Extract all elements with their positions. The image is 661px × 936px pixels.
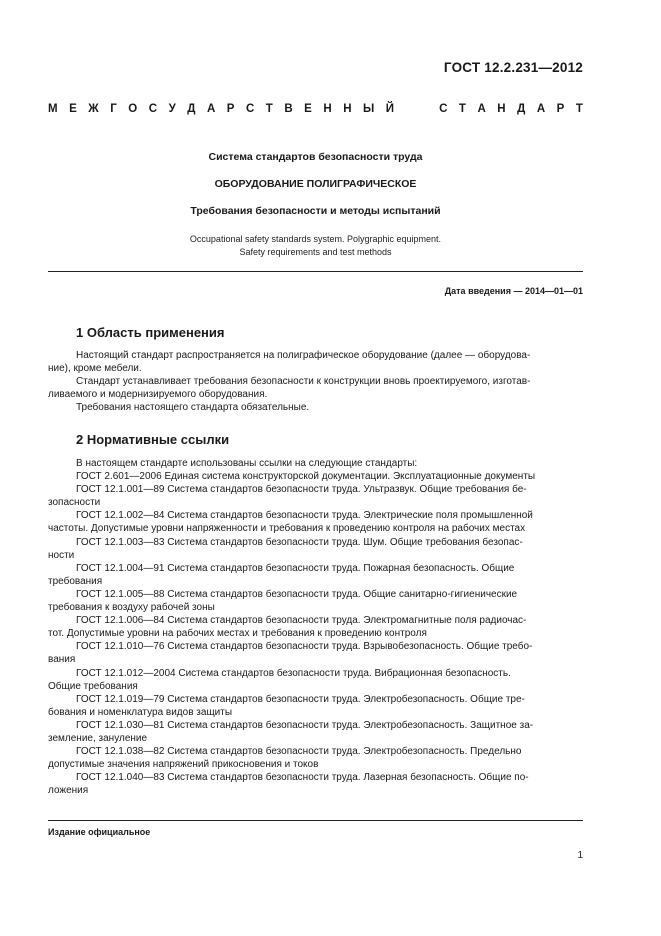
text-line: ГОСТ 12.1.038—82 Система стандартов безопасности труда. Электробезопасность. Предельно xyxy=(76,746,522,758)
paragraph xyxy=(48,349,583,375)
banner-letter: О xyxy=(128,103,138,115)
text-line: ГОСТ 12.1.030—81 Система стандартов безопасности труда. Электробезопасность. Защитное за- xyxy=(76,719,534,731)
section-1-body xyxy=(48,349,583,414)
text-line: Настоящий стандарт распространяется на полиграфическое оборудование (далее — оборудова- xyxy=(76,350,531,361)
paragraph xyxy=(48,614,583,640)
text-line: Общие требования xyxy=(48,680,138,692)
banner-letter: А xyxy=(477,103,486,115)
text-line: земление, зануление xyxy=(48,732,148,744)
banner-letter: Ы xyxy=(363,103,375,115)
text-line: ГОСТ 12.1.002—84 Система стандартов безопасности труда. Электрические поля промышленной xyxy=(76,510,533,522)
text-line: ности xyxy=(48,549,75,561)
text-line: ГОСТ 12.1.004—91 Система стандартов безопасности труда. Пожарная безопасность. Общие xyxy=(76,562,515,574)
banner-letter: А xyxy=(536,103,546,115)
title-english-line1: Occupational safety standards system. Polygraphic equipment. xyxy=(189,234,442,244)
paragraph xyxy=(48,640,583,666)
text-line: требования к воздуху рабочей зоны xyxy=(48,602,215,614)
document-number: ГОСТ 12.2.231—2012 xyxy=(443,60,583,75)
text-line: ГОСТ 12.1.005—88 Система стандартов безопасности труда. Общие санитарно-гигиенические xyxy=(76,588,518,600)
text-line: бования и номенклатура видов защиты xyxy=(48,706,233,718)
banner-letter: Е xyxy=(69,103,77,115)
text-line: Требования настоящего стандарта обязательные. xyxy=(76,402,310,414)
paragraph xyxy=(48,509,583,535)
banner-letter: Г xyxy=(110,103,117,115)
text-line: Стандарт устанавливает требования безопасности к конструкции вновь проектируемого, изготав- xyxy=(76,376,531,388)
banner-letter: Д xyxy=(517,103,526,115)
page-number: 1 xyxy=(577,850,583,861)
introduction-date: Дата введения — 2014—01—01 xyxy=(444,286,583,296)
standard-type-banner xyxy=(48,103,583,115)
title-equipment: ОБОРУДОВАНИЕ ПОЛИГРАФИЧЕСКОЕ xyxy=(214,178,417,190)
title-system: Система стандартов безопасности труда xyxy=(208,151,423,163)
text-line: ГОСТ 12.1.040—83 Система стандартов безопасности труда. Лазерная безопасность. Общие по- xyxy=(76,772,529,784)
section-2-body xyxy=(48,457,583,797)
divider-bottom xyxy=(48,820,583,821)
paragraph xyxy=(76,470,583,483)
paragraph xyxy=(48,745,583,771)
banner-letter: Т xyxy=(575,103,583,115)
paragraph xyxy=(48,693,583,719)
text-line: ние), кроме мебели. xyxy=(48,363,142,375)
text-line: требования xyxy=(48,575,103,587)
paragraph xyxy=(48,771,583,797)
banner-letter: М xyxy=(48,103,58,115)
divider-top xyxy=(48,271,583,272)
banner-letter: Д xyxy=(187,103,196,115)
banner-letter: С xyxy=(148,103,158,115)
text-line: ГОСТ 12.1.003—83 Система стандартов безопасности труда. Шум. Общие требования безопас- xyxy=(76,536,523,548)
section-2-heading: 2 Нормативные ссылки xyxy=(76,432,230,447)
paragraph xyxy=(48,667,583,693)
paragraph xyxy=(76,401,583,414)
banner-letter: Т xyxy=(458,103,466,115)
banner-letter: Н xyxy=(497,103,506,115)
banner-letter: Й xyxy=(385,103,395,115)
paragraph xyxy=(48,719,583,745)
banner-letter: Р xyxy=(556,103,565,115)
paragraph xyxy=(48,536,583,562)
banner-letter: В xyxy=(284,103,293,115)
paragraph xyxy=(48,483,583,509)
text-line: В настоящем стандарте использованы ссылки на следующие стандарты: xyxy=(76,458,418,469)
banner-letter: Т xyxy=(265,103,273,115)
text-line: ГОСТ 12.1.012—2004 Система стандартов безопасности труда. Вибрационная безопасность. xyxy=(76,667,511,679)
text-line: ГОСТ 12.1.001—89 Система стандартов безопасности труда. Ультразвук. Общие требования бе- xyxy=(76,484,527,496)
banner-letter: А xyxy=(206,103,216,115)
banner-letter: Ж xyxy=(88,103,99,115)
banner-letter: Е xyxy=(304,103,312,115)
paragraph xyxy=(48,375,583,401)
title-requirements: Требования безопасности и методы испытаний xyxy=(190,205,441,217)
title-english-line2: Safety requirements and test methods xyxy=(239,247,392,257)
banner-letter: С xyxy=(245,103,255,115)
banner-letter: Н xyxy=(323,103,332,115)
text-line: тот. Допустимые уровни на рабочих местах и требования к проведению контроля xyxy=(48,628,427,640)
text-line: частоты. Допустимые уровни напряженности и требования к проведению контроля на рабочих местах xyxy=(48,523,526,535)
paragraph xyxy=(48,562,583,588)
text-line: ГОСТ 12.1.019—79 Система стандартов безопасности труда. Электробезопасность. Общие тре- xyxy=(76,693,525,705)
banner-word-gap xyxy=(406,103,428,115)
title-english xyxy=(48,233,583,259)
edition-label: Издание официальное xyxy=(48,827,151,837)
banner-letter: С xyxy=(439,103,448,115)
banner-letter: Р xyxy=(226,103,235,115)
paragraph xyxy=(48,588,583,614)
text-line: ГОСТ 12.1.010—76 Система стандартов безопасности труда. Взрывобезопасность. Общие требо- xyxy=(76,641,533,653)
text-line: допустимые значения напряжений прикосновения и токов xyxy=(48,759,319,771)
text-line: ГОСТ 12.1.006—84 Система стандартов безопасности труда. Электромагнитные поля радиочас- xyxy=(76,615,527,627)
text-line: зопасности xyxy=(48,497,101,509)
banner-letter: У xyxy=(168,103,176,115)
section-1-heading: 1 Область применения xyxy=(76,325,225,340)
paragraph xyxy=(76,457,583,470)
text-line: ложения xyxy=(48,785,89,797)
text-line: вания xyxy=(48,654,76,666)
text-line: ГОСТ 2.601—2006 Единая система конструкторской документации. Эксплуатационные документы xyxy=(76,471,536,483)
text-line: ливаемого и модернизируемого оборудования. xyxy=(48,389,268,401)
banner-letter: Н xyxy=(343,103,352,115)
